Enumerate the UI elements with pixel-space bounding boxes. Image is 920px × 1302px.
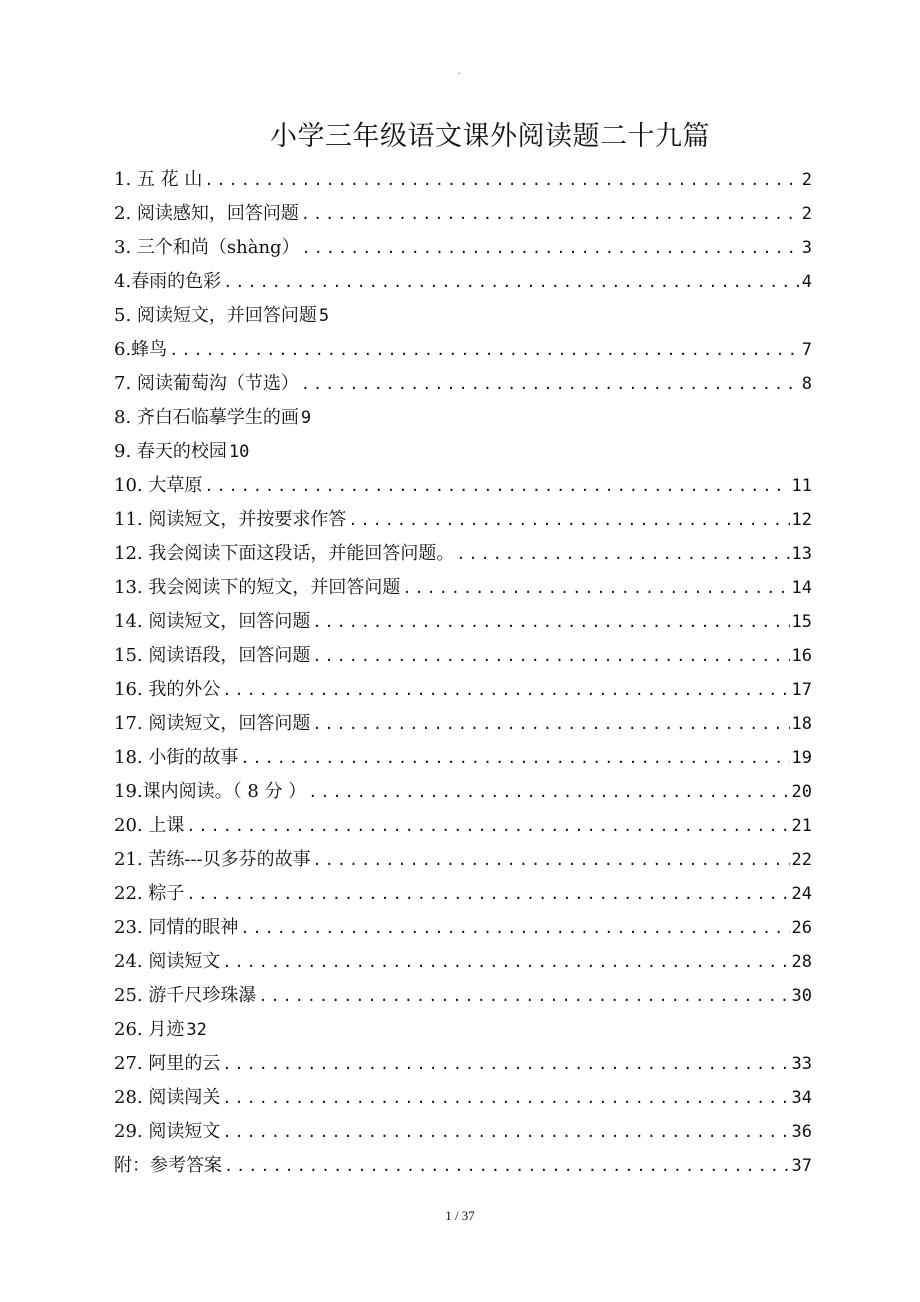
- toc-dot-leader: [301, 367, 800, 401]
- toc-dot-leader: [204, 163, 799, 197]
- toc-entry[interactable]: [114, 537, 812, 571]
- toc-entry-page-number: 9: [300, 408, 312, 428]
- toc-dot-leader: [312, 639, 789, 673]
- toc-entry[interactable]: [114, 605, 812, 639]
- toc-entry[interactable]: [114, 1047, 812, 1081]
- toc-entry-title: 28. 阅读闯关: [114, 1087, 221, 1108]
- toc-entry-page-number: 2: [801, 170, 812, 190]
- toc-entry-page-number: 21: [791, 816, 812, 836]
- toc-entry-page-number: 26: [791, 918, 812, 938]
- toc-entry-title: 20. 上课: [114, 815, 185, 836]
- toc-dot-leader: [223, 265, 800, 299]
- toc-entry-page-number: 14: [791, 578, 812, 598]
- toc-entry[interactable]: [114, 469, 812, 503]
- toc-entry[interactable]: [114, 503, 812, 537]
- toc-entry-title: 16. 我的外公: [114, 679, 221, 700]
- header-mark: .: [458, 66, 461, 77]
- toc-dot-leader: [204, 469, 789, 503]
- toc-entry-title: 27. 阿里的云: [114, 1053, 221, 1074]
- toc-entry-title: 3. 三个和尚（shàng）: [114, 237, 300, 258]
- toc-entry-title: 19.课内阅读。（ 8 分 ）: [114, 781, 307, 802]
- toc-dot-leader: [348, 503, 789, 537]
- toc-entry-title: 15. 阅读语段，回答问题: [114, 645, 311, 666]
- toc-entry-page-number: 2: [801, 204, 812, 224]
- toc-entry-page-number: 5: [318, 306, 330, 326]
- toc-entry-title: 13. 我会阅读下的短文，并回答问题: [114, 577, 401, 598]
- toc-dot-leader: [240, 741, 789, 775]
- toc-entry-page-number: 36: [791, 1122, 812, 1142]
- toc-dot-leader: [222, 1047, 789, 1081]
- toc-dot-leader: [222, 1081, 789, 1115]
- table-of-contents: [114, 163, 812, 1183]
- toc-entry[interactable]: [114, 707, 812, 741]
- toc-entry-title: 22. 粽子: [114, 883, 185, 904]
- toc-entry-title: 29. 阅读短文: [114, 1121, 221, 1142]
- toc-entry-title: 8. 齐白石临摹学生的画: [114, 407, 299, 428]
- toc-entry-title: 25. 游千尺珍珠瀑: [114, 985, 257, 1006]
- toc-dot-leader: [312, 605, 789, 639]
- toc-entry[interactable]: [114, 911, 812, 945]
- toc-entry[interactable]: [114, 1081, 812, 1115]
- toc-entry-title: 7. 阅读葡萄沟（节选）: [114, 373, 299, 394]
- toc-entry[interactable]: [114, 265, 812, 299]
- toc-entry-title: 2. 阅读感知，回答问题: [114, 203, 299, 224]
- toc-entry-page-number: 32: [186, 1020, 207, 1040]
- toc-entry[interactable]: [114, 979, 812, 1013]
- toc-entry[interactable]: [114, 639, 812, 673]
- toc-dot-leader: [222, 1115, 789, 1149]
- toc-dot-leader: [186, 877, 789, 911]
- toc-entry[interactable]: [114, 843, 812, 877]
- toc-entry-page-number: 33: [791, 1054, 812, 1074]
- document-title: 小学三年级语文课外阅读题二十九篇: [270, 121, 710, 152]
- toc-dot-leader: [224, 1149, 790, 1183]
- toc-entry[interactable]: [114, 299, 812, 333]
- toc-dot-leader: [222, 945, 789, 979]
- toc-entry-title: 18. 小街的故事: [114, 747, 239, 768]
- toc-entry[interactable]: [114, 1115, 812, 1149]
- toc-entry-page-number: 20: [791, 782, 812, 802]
- toc-entry[interactable]: [114, 809, 812, 843]
- toc-entry-title: 附：参考答案: [114, 1155, 222, 1176]
- toc-dot-leader: [169, 333, 800, 367]
- toc-entry[interactable]: [114, 1149, 812, 1183]
- toc-entry-page-number: 22: [791, 850, 812, 870]
- toc-entry[interactable]: [114, 197, 812, 231]
- toc-entry[interactable]: [114, 435, 812, 469]
- toc-entry-page-number: 24: [791, 884, 812, 904]
- toc-entry-page-number: 3: [801, 238, 812, 258]
- toc-entry-title: 5. 阅读短文，并回答问题: [114, 305, 317, 326]
- toc-entry-page-number: 16: [791, 646, 812, 666]
- toc-entry-page-number: 4: [801, 272, 812, 292]
- toc-entry[interactable]: [114, 1013, 812, 1047]
- toc-entry-page-number: 10: [228, 442, 250, 462]
- toc-entry-page-number: 7: [801, 340, 812, 360]
- toc-entry-page-number: 19: [791, 748, 812, 768]
- page-indicator: 1 / 37: [445, 1208, 475, 1223]
- toc-dot-leader: [186, 809, 789, 843]
- toc-entry-title: 24. 阅读短文: [114, 951, 221, 972]
- toc-dot-leader: [301, 197, 800, 231]
- toc-entry-title: 26. 月迹: [114, 1019, 185, 1040]
- toc-dot-leader: [402, 571, 789, 605]
- toc-entry-page-number: 11: [791, 476, 812, 496]
- toc-entry[interactable]: [114, 877, 812, 911]
- toc-entry[interactable]: [114, 401, 812, 435]
- toc-entry-page-number: 15: [791, 612, 812, 632]
- toc-entry-page-number: 37: [791, 1156, 812, 1176]
- toc-dot-leader: [313, 843, 790, 877]
- toc-entry-title: 23. 同情的眼神: [114, 917, 239, 938]
- toc-entry[interactable]: [114, 571, 812, 605]
- toc-entry-page-number: 30: [791, 986, 812, 1006]
- toc-entry[interactable]: [114, 367, 812, 401]
- toc-entry[interactable]: [114, 741, 812, 775]
- toc-entry-page-number: 17: [791, 680, 812, 700]
- toc-entry-page-number: 12: [791, 510, 812, 530]
- toc-entry[interactable]: [114, 945, 812, 979]
- toc-dot-leader: [456, 537, 789, 571]
- toc-dot-leader: [240, 911, 789, 945]
- toc-dot-leader: [222, 673, 789, 707]
- toc-entry[interactable]: [114, 673, 812, 707]
- toc-entry-page-number: 8: [801, 374, 812, 394]
- toc-entry-title: 6.蜂鸟: [114, 339, 168, 360]
- toc-entry-title: 10. 大草原: [114, 475, 203, 496]
- toc-dot-leader: [312, 707, 789, 741]
- toc-entry[interactable]: [114, 163, 812, 197]
- toc-entry-title: 1. 五 花 山: [114, 169, 203, 190]
- toc-dot-leader: [308, 775, 789, 809]
- toc-entry-page-number: 13: [791, 544, 812, 564]
- toc-entry-title: 11. 阅读短文，并按要求作答: [114, 509, 347, 530]
- toc-entry-title: 4.春雨的色彩: [114, 271, 222, 292]
- toc-entry-page-number: 28: [791, 952, 812, 972]
- toc-entry-page-number: 34: [791, 1088, 812, 1108]
- toc-entry-title: 21. 苦练---贝多芬的故事: [114, 849, 311, 870]
- toc-entry[interactable]: [114, 231, 812, 265]
- toc-entry[interactable]: [114, 775, 812, 809]
- toc-entry-title: 9. 春天的校园: [114, 441, 227, 462]
- toc-entry-title: 17. 阅读短文，回答问题: [114, 713, 311, 734]
- toc-entry-title: 14. 阅读短文，回答问题: [114, 611, 311, 632]
- toc-entry[interactable]: [114, 333, 812, 367]
- toc-dot-leader: [258, 979, 789, 1013]
- toc-entry-page-number: 18: [791, 714, 812, 734]
- toc-entry-title: 12. 我会阅读下面这段话，并能回答问题。: [114, 543, 455, 564]
- toc-dot-leader: [302, 231, 800, 265]
